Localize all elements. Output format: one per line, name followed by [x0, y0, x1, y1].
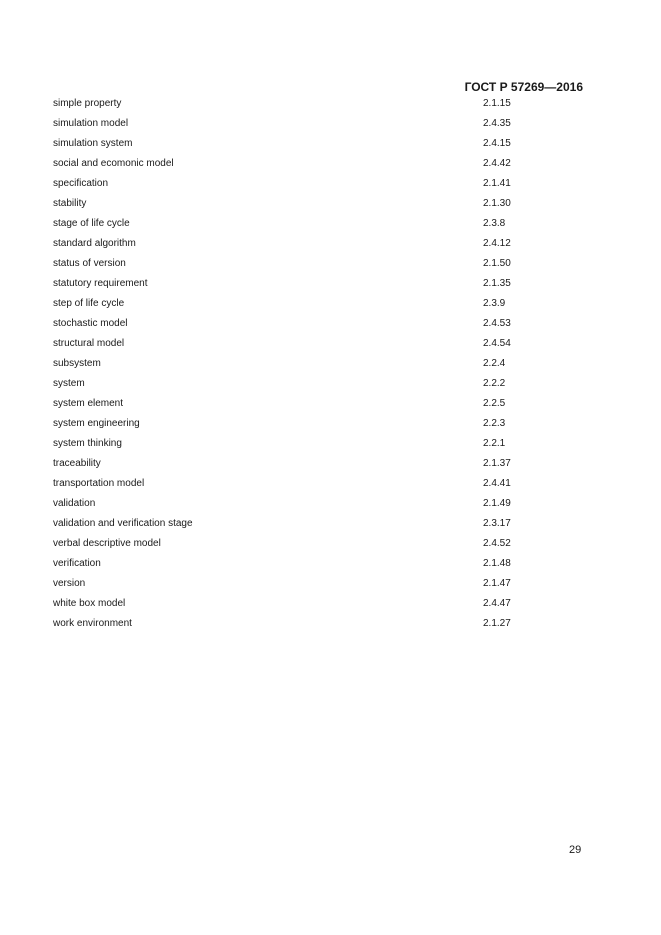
index-row: [53, 138, 573, 158]
index-ref: 2.1.48: [483, 558, 511, 569]
index-ref: 2.1.41: [483, 178, 511, 189]
index-row: [53, 498, 573, 518]
index-term: transportation model: [53, 478, 145, 489]
index-row: [53, 258, 573, 278]
index-ref: 2.4.52: [483, 538, 511, 549]
index-row: [53, 278, 573, 298]
index-row: [53, 438, 573, 458]
index-ref: 2.1.49: [483, 498, 511, 509]
index-term: system thinking: [53, 438, 122, 449]
index-term: simple property: [53, 98, 122, 109]
index-ref: 2.4.15: [483, 138, 511, 149]
index-ref: 2.4.35: [483, 118, 511, 129]
index-ref: 2.2.1: [483, 438, 506, 449]
index-row: [53, 598, 573, 618]
index-term: stage of life cycle: [53, 218, 130, 229]
index-term: simulation model: [53, 118, 129, 129]
index-ref: 2.2.5: [483, 398, 506, 409]
index-term: stochastic model: [53, 318, 128, 329]
index-ref: 2.4.47: [483, 598, 511, 609]
index-row: [53, 378, 573, 398]
index-term: work environment: [53, 618, 132, 629]
index-term: structural model: [53, 338, 125, 349]
index-ref: 2.4.41: [483, 478, 511, 489]
index-term: white box model: [53, 598, 126, 609]
index-term: simulation system: [53, 138, 133, 149]
index-ref: 2.4.53: [483, 318, 511, 329]
index-row: [53, 98, 573, 118]
index-term: step of life cycle: [53, 298, 125, 309]
index-ref: 2.1.15: [483, 98, 511, 109]
index-term: social and ecomonic model: [53, 158, 174, 169]
index-ref: 2.1.47: [483, 578, 511, 589]
index-row: [53, 338, 573, 358]
index-row: [53, 418, 573, 438]
index-row: [53, 578, 573, 598]
index-row: [53, 158, 573, 178]
index-ref: 2.3.9: [483, 298, 506, 309]
index-ref: 2.3.17: [483, 518, 511, 529]
index-row: [53, 218, 573, 238]
index-term: statutory requirement: [53, 278, 148, 289]
index-term: system: [53, 378, 85, 389]
index-term: system engineering: [53, 418, 140, 429]
index-row: [53, 558, 573, 578]
index-row: [53, 518, 573, 538]
index-row: [53, 398, 573, 418]
index-term: validation and verification stage: [53, 518, 193, 529]
index-term: traceability: [53, 458, 101, 469]
index-ref: 2.4.42: [483, 158, 511, 169]
index-ref: 2.1.35: [483, 278, 511, 289]
index-row: [53, 318, 573, 338]
index-term: verbal descriptive model: [53, 538, 161, 549]
index-row: [53, 178, 573, 198]
index-row: [53, 618, 573, 638]
index-term: status of version: [53, 258, 126, 269]
index-ref: 2.1.27: [483, 618, 511, 629]
index-term: version: [53, 578, 86, 589]
index-term: subsystem: [53, 358, 101, 369]
index-ref: 2.1.37: [483, 458, 511, 469]
index-ref: 2.2.3: [483, 418, 506, 429]
index-row: [53, 538, 573, 558]
index-ref: 2.2.4: [483, 358, 506, 369]
page-number: 29: [569, 844, 582, 856]
index-ref: 2.1.30: [483, 198, 511, 209]
index-ref: 2.3.8: [483, 218, 506, 229]
document-header: ГОСТ Р 57269—2016: [464, 80, 583, 94]
index-row: [53, 478, 573, 498]
index-ref: 2.2.2: [483, 378, 506, 389]
index-row: [53, 298, 573, 318]
index-row: [53, 358, 573, 378]
index-term: standard algorithm: [53, 238, 136, 249]
index-term: specification: [53, 178, 109, 189]
index-term: verification: [53, 558, 101, 569]
term-index: [53, 98, 573, 638]
index-row: [53, 458, 573, 478]
index-ref: 2.4.12: [483, 238, 511, 249]
index-ref: 2.4.54: [483, 338, 511, 349]
index-term: stability: [53, 198, 87, 209]
index-row: [53, 198, 573, 218]
index-term: system element: [53, 398, 124, 409]
index-row: [53, 118, 573, 138]
index-ref: 2.1.50: [483, 258, 511, 269]
index-term: validation: [53, 498, 96, 509]
index-row: [53, 238, 573, 258]
